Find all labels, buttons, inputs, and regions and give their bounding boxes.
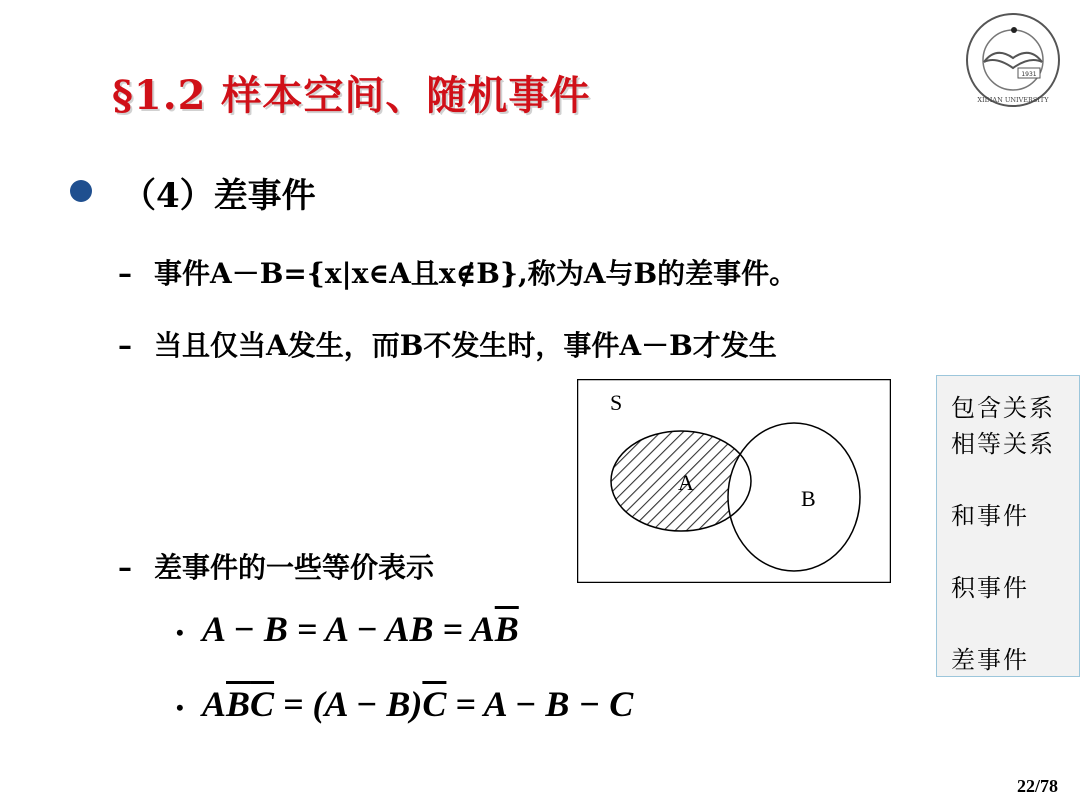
set-b-label: B — [801, 486, 816, 511]
slide-title: §1.2 样本空间、随机事件 — [112, 72, 591, 119]
set-a-label: A — [678, 470, 694, 495]
formula-2 — [176, 683, 633, 725]
formula-2-c-complement-2: $\overline{C}$ — [422, 684, 447, 724]
svg-text:1931: 1931 — [1021, 71, 1037, 78]
sidebar-item-difference[interactable]: 差事件 — [951, 646, 1029, 674]
formula-bullet: • — [176, 694, 184, 720]
section-heading: （4）差事件 — [122, 176, 316, 216]
universe-label: S — [610, 390, 623, 415]
page-number: 22/78 — [1016, 776, 1058, 796]
formula-2-b-complement: $\overline{B}$ — [226, 684, 251, 724]
formula-1 — [176, 608, 519, 650]
condition-line — [118, 324, 777, 364]
university-logo — [956, 10, 1070, 110]
equivalents-line — [118, 546, 434, 586]
condition-text: 当且仅当A发生，而B不发生时，事件A－B才发生 — [154, 329, 777, 362]
bullet-dot — [70, 180, 92, 202]
sidebar-item-equality[interactable]: 相等关系 — [951, 430, 1055, 458]
formula-2-rhs: = A − B − C — [446, 684, 634, 724]
equivalents-text: 差事件的一些等价表示 — [154, 551, 435, 584]
definition-text: 事件A－B={x|x∈A且x∉B},称为A与B的差事件。 — [154, 257, 798, 290]
formula-2-a: A — [202, 684, 227, 724]
formula-2-c-complement: $\overline{C}$ — [250, 684, 275, 724]
definition-line — [118, 252, 797, 292]
topic-sidebar — [936, 375, 1080, 677]
formula-1-main: A − B = A − AB = A — [202, 609, 495, 649]
formula-1-complement: $\overline{B}$ — [494, 609, 519, 649]
sidebar-item-intersection[interactable]: 积事件 — [951, 574, 1029, 602]
svg-text:XIDIAN UNIVERSITY: XIDIAN UNIVERSITY — [977, 96, 1049, 104]
dash-marker: – — [118, 257, 132, 290]
formula-bullet: • — [176, 619, 184, 645]
formula-2-mid: = (A − B) — [274, 684, 423, 724]
venn-diagram — [577, 379, 891, 583]
dash-marker: – — [118, 551, 132, 584]
sidebar-item-union[interactable]: 和事件 — [951, 502, 1029, 530]
sidebar-item-inclusion[interactable]: 包含关系 — [951, 394, 1055, 422]
dash-marker: – — [118, 329, 132, 362]
